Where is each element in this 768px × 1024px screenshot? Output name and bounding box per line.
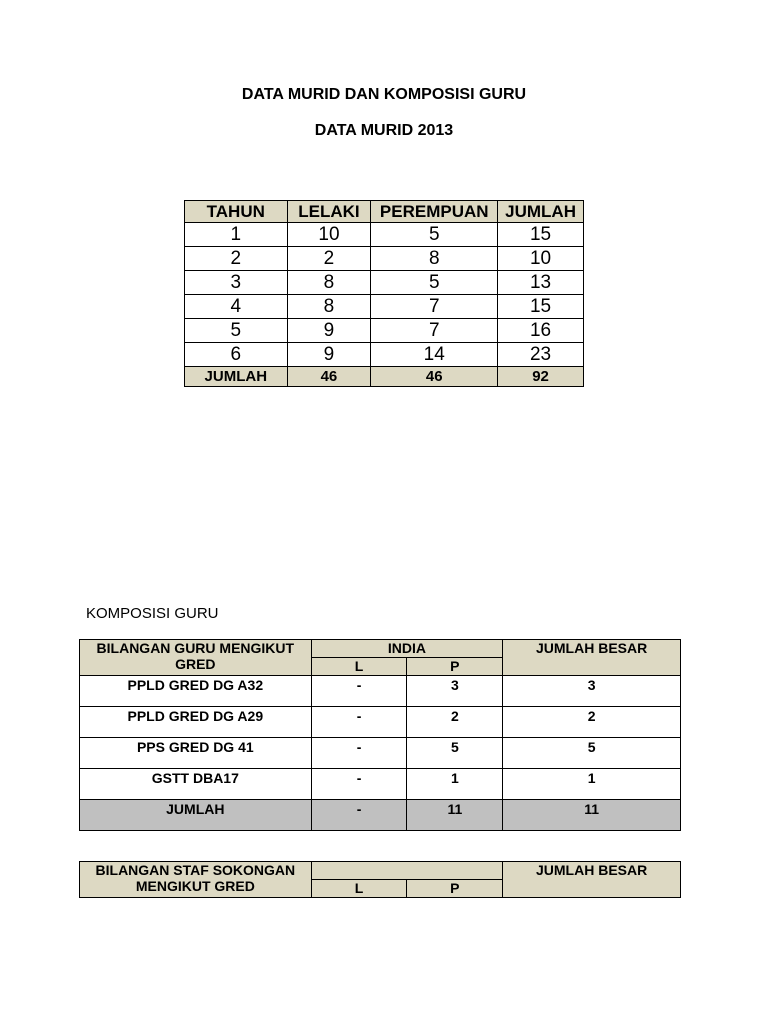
cell-l: - — [311, 769, 407, 800]
cell-tahun: 5 — [185, 319, 288, 343]
cell-gred: PPLD GRED DG A32 — [80, 676, 312, 707]
table-row — [185, 295, 584, 319]
cell-jumlah: 16 — [498, 319, 584, 343]
cell-jumlah: 15 — [498, 295, 584, 319]
total-l: - — [311, 800, 407, 831]
teacher-composition-table — [79, 639, 681, 831]
cell-p: 2 — [407, 707, 503, 738]
cell-jumlah-besar: 2 — [503, 707, 681, 738]
cell-gred: PPLD GRED DG A29 — [80, 707, 312, 738]
page-title: DATA MURID DAN KOMPOSISI GURU — [241, 86, 527, 103]
table-row — [185, 247, 584, 271]
header-tahun: TAHUN — [185, 201, 288, 223]
total-jumlah-besar: 11 — [503, 800, 681, 831]
cell-jumlah-besar: 3 — [503, 676, 681, 707]
header-perempuan: PEREMPUAN — [371, 201, 498, 223]
table-row — [185, 343, 584, 367]
cell-perempuan: 8 — [371, 247, 498, 271]
table-row — [185, 223, 584, 247]
cell-lelaki: 10 — [287, 223, 371, 247]
support-staff-table — [79, 861, 681, 898]
table-total-row — [185, 367, 584, 387]
header-staf-gred: BILANGAN STAF SOKONGAN MENGIKUT GRED — [80, 862, 312, 898]
cell-tahun: 1 — [185, 223, 288, 247]
total-jumlah: 92 — [498, 367, 584, 387]
cell-lelaki: 8 — [287, 271, 371, 295]
cell-tahun: 4 — [185, 295, 288, 319]
cell-lelaki: 2 — [287, 247, 371, 271]
cell-jumlah: 10 — [498, 247, 584, 271]
cell-gred: GSTT DBA17 — [80, 769, 312, 800]
table-row — [80, 707, 681, 738]
total-label: JUMLAH — [80, 800, 312, 831]
cell-lelaki: 9 — [287, 319, 371, 343]
cell-perempuan: 5 — [371, 271, 498, 295]
header-l: L — [311, 658, 407, 676]
header-gred: BILANGAN GURU MENGIKUT GRED — [80, 640, 312, 676]
page-subtitle: DATA MURID 2013 — [314, 122, 454, 139]
header-l: L — [311, 880, 407, 898]
total-lelaki: 46 — [287, 367, 371, 387]
table-header-row — [185, 201, 584, 223]
cell-p: 1 — [407, 769, 503, 800]
header-india: INDIA — [311, 640, 503, 658]
cell-perempuan: 14 — [371, 343, 498, 367]
cell-perempuan: 7 — [371, 295, 498, 319]
cell-jumlah-besar: 5 — [503, 738, 681, 769]
cell-perempuan: 5 — [371, 223, 498, 247]
header-group — [311, 862, 503, 880]
header-lelaki: LELAKI — [287, 201, 371, 223]
cell-jumlah: 13 — [498, 271, 584, 295]
cell-l: - — [311, 738, 407, 769]
total-perempuan: 46 — [371, 367, 498, 387]
cell-gred: PPS GRED DG 41 — [80, 738, 312, 769]
cell-l: - — [311, 676, 407, 707]
cell-perempuan: 7 — [371, 319, 498, 343]
table-row — [185, 271, 584, 295]
header-jumlah: JUMLAH — [498, 201, 584, 223]
cell-lelaki: 8 — [287, 295, 371, 319]
cell-jumlah: 23 — [498, 343, 584, 367]
table-row — [80, 769, 681, 800]
header-jumlah-besar: JUMLAH BESAR — [503, 640, 681, 676]
total-p: 11 — [407, 800, 503, 831]
total-label: JUMLAH — [185, 367, 288, 387]
table-row — [80, 676, 681, 707]
cell-l: - — [311, 707, 407, 738]
cell-jumlah: 15 — [498, 223, 584, 247]
table-header-row — [80, 862, 681, 880]
student-data-table — [184, 200, 584, 387]
cell-p: 3 — [407, 676, 503, 707]
cell-tahun: 3 — [185, 271, 288, 295]
cell-p: 5 — [407, 738, 503, 769]
header-jumlah-besar: JUMLAH BESAR — [503, 862, 681, 898]
header-p: P — [407, 658, 503, 676]
section-heading: KOMPOSISI GURU — [86, 605, 219, 622]
header-p: P — [407, 880, 503, 898]
table-row — [80, 738, 681, 769]
table-total-row — [80, 800, 681, 831]
cell-jumlah-besar: 1 — [503, 769, 681, 800]
table-header-row — [80, 640, 681, 658]
cell-lelaki: 9 — [287, 343, 371, 367]
cell-tahun: 2 — [185, 247, 288, 271]
table-row — [185, 319, 584, 343]
cell-tahun: 6 — [185, 343, 288, 367]
